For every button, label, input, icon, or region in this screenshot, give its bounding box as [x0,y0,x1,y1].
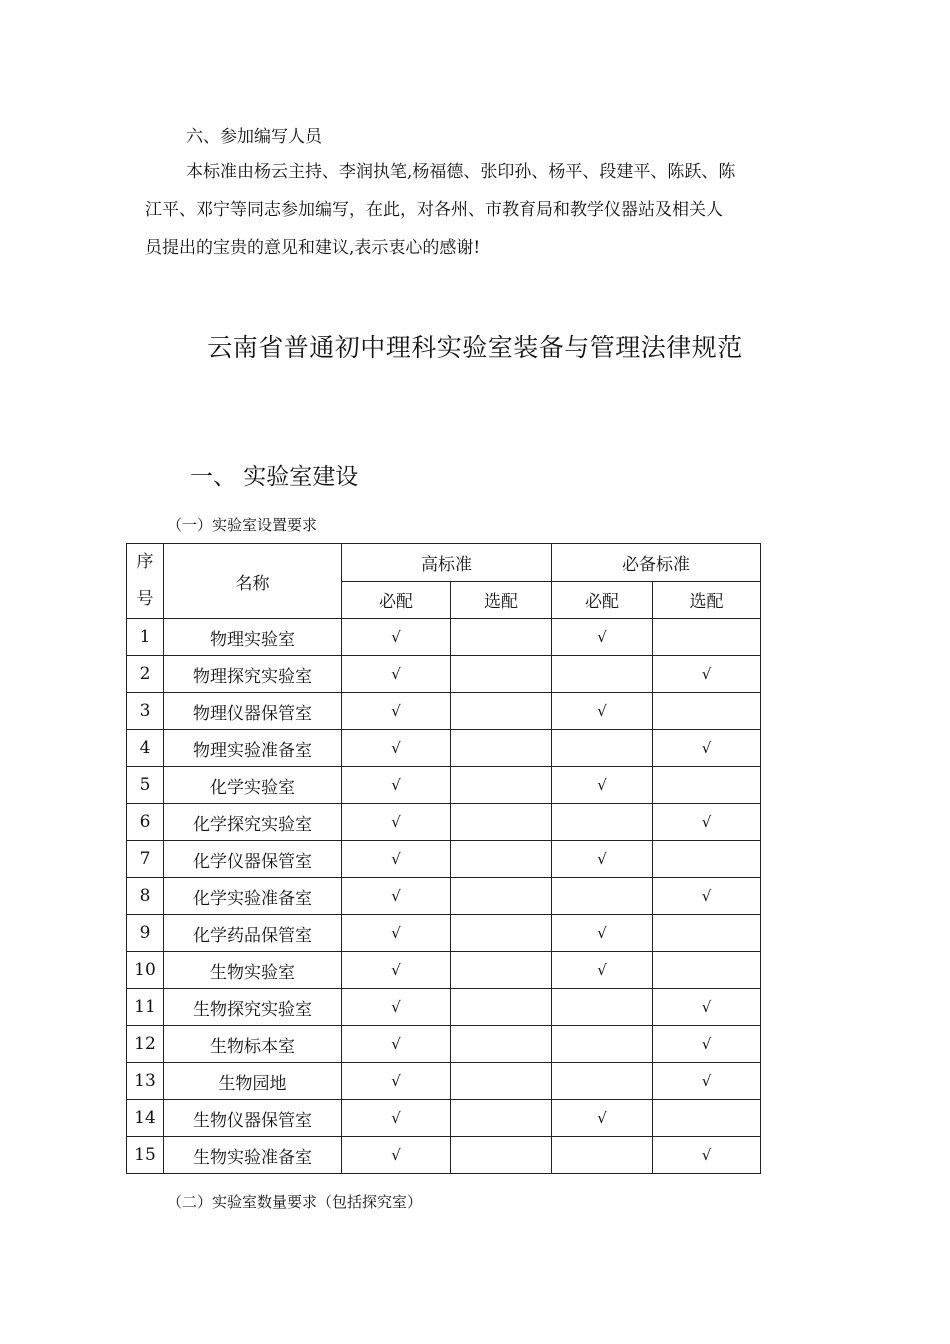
basic-optional-mark [653,1100,761,1137]
table-row [127,1026,761,1063]
chapter-heading: 一、 实验室建设 [190,464,359,490]
section-heading: 六、参加编写人员 [186,127,322,147]
high-required-mark: √ [342,693,451,730]
basic-required-mark [552,989,653,1026]
table-row [127,767,761,804]
table-row [127,1137,761,1174]
high-optional-mark [451,767,552,804]
high-required-mark: √ [342,952,451,989]
high-optional-mark [451,619,552,656]
high-optional-mark [451,693,552,730]
high-required-mark: √ [342,915,451,952]
high-required-mark: √ [342,767,451,804]
basic-required-mark: √ [552,693,653,730]
row-number: 3 [127,693,164,730]
high-optional-mark [451,1100,552,1137]
basic-optional-header: 选配 [653,581,761,619]
basic-required-mark [552,730,653,767]
high-optional-mark [451,952,552,989]
high-required-mark: √ [342,1063,451,1100]
room-name: 物理实验室 [164,619,342,656]
room-name: 物理实验准备室 [164,730,342,767]
table-row [127,989,761,1026]
row-number: 10 [127,952,164,989]
basic-required-mark: √ [552,952,653,989]
name-header: 名称 [164,544,342,619]
basic-optional-mark: √ [653,878,761,915]
basic-required-mark: √ [552,619,653,656]
table-row [127,1063,761,1100]
high-required-mark: √ [342,1026,451,1063]
basic-required-mark [552,804,653,841]
high-optional-mark [451,841,552,878]
basic-optional-mark [653,693,761,730]
basic-optional-mark [653,767,761,804]
room-name: 生物实验准备室 [164,1137,342,1174]
basic-required-mark: √ [552,1100,653,1137]
basic-standard-header: 必备标准 [552,544,761,582]
high-optional-mark [451,1026,552,1063]
high-required-mark: √ [342,989,451,1026]
basic-optional-mark: √ [653,1063,761,1100]
high-required-mark: √ [342,656,451,693]
room-name: 生物探究实验室 [164,989,342,1026]
high-optional-mark [451,730,552,767]
high-optional-header: 选配 [451,581,552,619]
high-optional-mark [451,1063,552,1100]
basic-required-mark [552,656,653,693]
room-name: 化学仪器保管室 [164,841,342,878]
basic-optional-mark [653,619,761,656]
high-optional-mark [451,656,552,693]
basic-optional-mark: √ [653,1137,761,1174]
table-row [127,804,761,841]
basic-required-header: 必配 [552,581,653,619]
row-number: 11 [127,989,164,1026]
table-row [127,693,761,730]
basic-required-mark [552,1063,653,1100]
high-optional-mark [451,878,552,915]
row-number: 4 [127,730,164,767]
lab-setup-table [126,543,761,1174]
basic-required-mark [552,878,653,915]
table-caption-2: （二）实验室数量要求（包括探究室） [167,1193,423,1211]
room-name: 生物标本室 [164,1026,342,1063]
room-name: 生物实验室 [164,952,342,989]
seq-header [127,544,164,619]
basic-optional-mark [653,915,761,952]
basic-required-mark: √ [552,915,653,952]
room-name: 物理探究实验室 [164,656,342,693]
high-required-mark: √ [342,730,451,767]
basic-optional-mark: √ [653,730,761,767]
table-row [127,952,761,989]
basic-optional-mark: √ [653,804,761,841]
table-row [127,841,761,878]
row-number: 1 [127,619,164,656]
basic-optional-mark: √ [653,1026,761,1063]
basic-required-mark [552,1137,653,1174]
room-name: 生物园地 [164,1063,342,1100]
row-number: 7 [127,841,164,878]
acknowledgement-line-1: 本标准由杨云主持、李润执笔,杨福德、张印孙、杨平、段建平、陈跃、陈 [186,162,736,182]
row-number: 14 [127,1100,164,1137]
basic-required-mark: √ [552,767,653,804]
table-row [127,878,761,915]
row-number: 2 [127,656,164,693]
high-optional-mark [451,1137,552,1174]
basic-optional-mark [653,952,761,989]
high-required-mark: √ [342,878,451,915]
table-row [127,730,761,767]
room-name: 物理仪器保管室 [164,693,342,730]
row-number: 6 [127,804,164,841]
table-row [127,915,761,952]
basic-optional-mark [653,841,761,878]
high-optional-mark [451,989,552,1026]
basic-required-mark: √ [552,841,653,878]
table-row [127,1100,761,1137]
room-name: 化学实验准备室 [164,878,342,915]
room-name: 化学实验室 [164,767,342,804]
room-name: 化学探究实验室 [164,804,342,841]
high-optional-mark [451,915,552,952]
high-required-header: 必配 [342,581,451,619]
row-number: 5 [127,767,164,804]
high-required-mark: √ [342,841,451,878]
basic-required-mark [552,1026,653,1063]
high-required-mark: √ [342,619,451,656]
row-number: 12 [127,1026,164,1063]
row-number: 15 [127,1137,164,1174]
row-number: 13 [127,1063,164,1100]
high-required-mark: √ [342,1137,451,1174]
high-required-mark: √ [342,804,451,841]
high-standard-header: 高标准 [342,544,552,582]
table-row [127,619,761,656]
seq-header-top: 序 [136,552,154,572]
seq-header-bottom: 号 [136,589,154,609]
acknowledgement-line-3: 员提出的宝贵的意见和建议,表示衷心的感谢! [145,238,481,258]
acknowledgement-line-2: 江平、邓宁等同志参加编写，在此，对各州、市教育局和教学仪器站及相关人 [145,200,723,220]
basic-optional-mark: √ [653,656,761,693]
row-number: 9 [127,915,164,952]
basic-optional-mark: √ [653,989,761,1026]
document-title: 云南省普通初中理科实验室装备与管理法律规范 [207,333,743,362]
row-number: 8 [127,878,164,915]
room-name: 生物仪器保管室 [164,1100,342,1137]
table-row [127,656,761,693]
high-required-mark: √ [342,1100,451,1137]
room-name: 化学药品保管室 [164,915,342,952]
high-optional-mark [451,804,552,841]
table-caption: （一）实验室设置要求 [167,516,318,534]
